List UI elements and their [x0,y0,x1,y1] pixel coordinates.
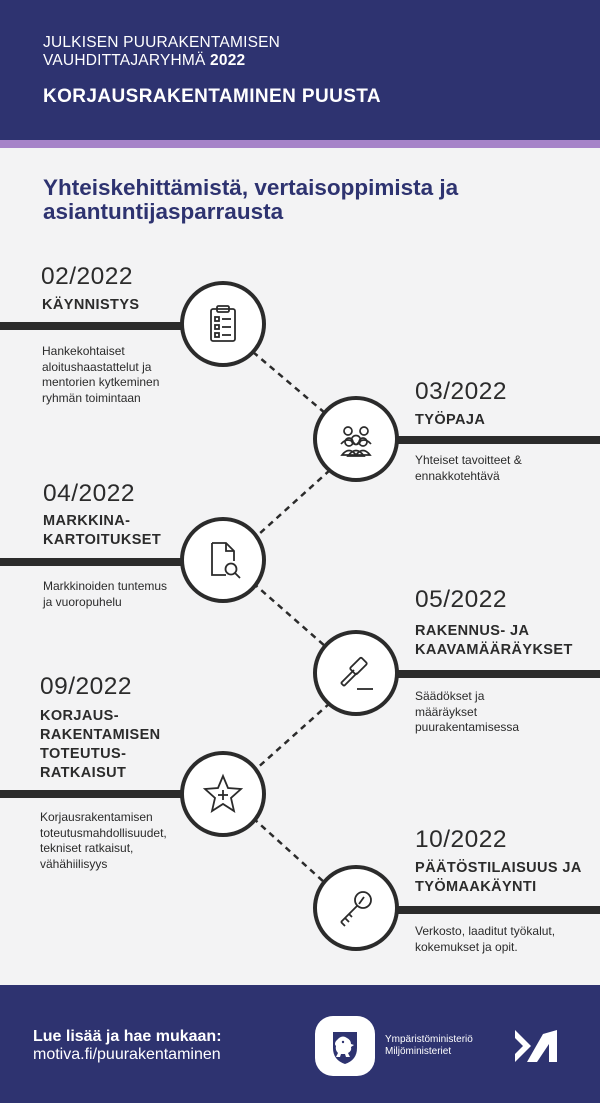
description-line: Yhteiset tavoitteet & [415,453,522,467]
description-line: tekniset ratkaisut, [40,841,134,855]
milestone-description [43,579,167,610]
people-group-icon [335,418,377,460]
milestone-title-line: TYÖMAAKÄYNTI [415,879,537,895]
milestone-title [40,707,161,783]
ministry-name-fi: Ympäristöministeriö [385,1034,473,1045]
milestone-title-line: KÄYNNISTYS [42,297,140,313]
clipboard-checklist-icon [202,303,244,345]
milestone-title [415,622,573,660]
milestone-date: 09/2022 [40,673,133,700]
milestone-description [415,689,519,736]
lion-crest-graphic [323,1024,367,1068]
milestone-title-line: MARKKINA- [43,513,131,529]
milestone-title-line: KAAVAMÄÄRÄYKSET [415,642,573,658]
description-line: ja vuoropuhelu [43,594,122,609]
description-line: määräykset [415,704,478,719]
subtitle-line-1: Yhteiskehittämistä, vertaisoppimista ja [43,175,459,200]
milestone-date: 10/2022 [415,826,508,853]
description-line: ryhmän toimintaan [42,390,141,405]
footer-link[interactable]: motiva.fi/puurakentaminen [33,1046,221,1063]
milestone-circle [313,630,399,716]
connector-4-5 [255,703,330,770]
description-line: mentorien kytkeminen [42,375,160,389]
milestone-title-line: RAKENNUS- JA [415,623,530,639]
ministry-name-sv: Miljöministeriet [385,1046,452,1057]
header-line-2-prefix: VAUHDITTAJARYHMÄ [43,52,206,69]
milestone-title-line: TOTEUTUS- [40,746,127,762]
connector-1-2 [253,352,325,413]
milestone-circle [180,281,266,367]
gavel-icon [335,652,377,694]
ministry-name [385,1034,473,1058]
motiva-logo-icon [513,1026,559,1066]
timeline-bar-3 [0,558,186,566]
timeline-bar-2 [394,436,600,444]
star-plus-icon [202,773,244,815]
page-title: KORJAUSRAKENTAMINEN PUUSTA [43,86,381,107]
description-line: ennakkotehtävä [415,468,500,483]
connector-3-4 [253,583,325,646]
connector-2-3 [258,470,330,535]
timeline-bar-5 [0,790,186,798]
description-line: kokemukset ja opit. [415,939,518,954]
description-line: aloitushaastattelut ja [42,359,152,374]
footer-cta: Lue lisää ja hae mukaan: [33,1028,222,1045]
description-line: Korjausrakentamisen [40,810,153,824]
milestone-description [42,344,159,406]
milestone-circle [180,517,266,603]
milestone-title [415,411,485,430]
header-year: 2022 [210,52,246,69]
description-line: Verkosto, laaditut työkalut, [415,924,556,938]
milestone-title-line: RATKAISUT [40,765,127,781]
timeline-bar-4 [394,670,600,678]
milestone-description [40,810,167,872]
milestone-title-line: PÄÄTÖSTILAISUUS JA [415,860,582,876]
timeline-bar-6 [394,906,600,914]
milestone-title [415,859,582,897]
description-line: puurakentamisessa [415,720,520,734]
milestone-description [415,924,555,955]
lion-crest-icon [315,1016,375,1076]
milestone-title-line: KORJAUS- [40,708,119,724]
milestone-date: 05/2022 [415,586,508,613]
document-search-icon [202,539,244,581]
description-line: vähähiilisyys [40,856,108,871]
milestone-circle [313,396,399,482]
key-icon [335,887,377,929]
milestone-description [415,453,522,484]
description-line: Hankekohtaiset [42,344,125,358]
milestone-title-line: KARTOITUKSET [43,532,162,548]
milestone-title-line: TYÖPAJA [415,412,486,428]
description-line: Markkinoiden tuntemus [43,579,168,593]
description-line: toteutusmahdollisuudet, [40,825,167,840]
milestone-date: 03/2022 [415,378,508,405]
subtitle-line-2: asiantuntijasparrausta [43,199,284,224]
milestone-title [43,512,161,550]
milestone-title-line: RAKENTAMISEN [40,727,161,743]
milestone-title [42,296,139,315]
milestone-date: 02/2022 [41,263,134,290]
connector-5-6 [253,818,325,883]
milestone-date: 04/2022 [43,480,136,507]
timeline-bar-1 [0,322,186,330]
description-line: Säädökset ja [415,689,485,703]
milestone-circle [313,865,399,951]
header-line-1: JULKISEN PUURAKENTAMISEN [43,34,281,51]
milestone-circle [180,751,266,837]
